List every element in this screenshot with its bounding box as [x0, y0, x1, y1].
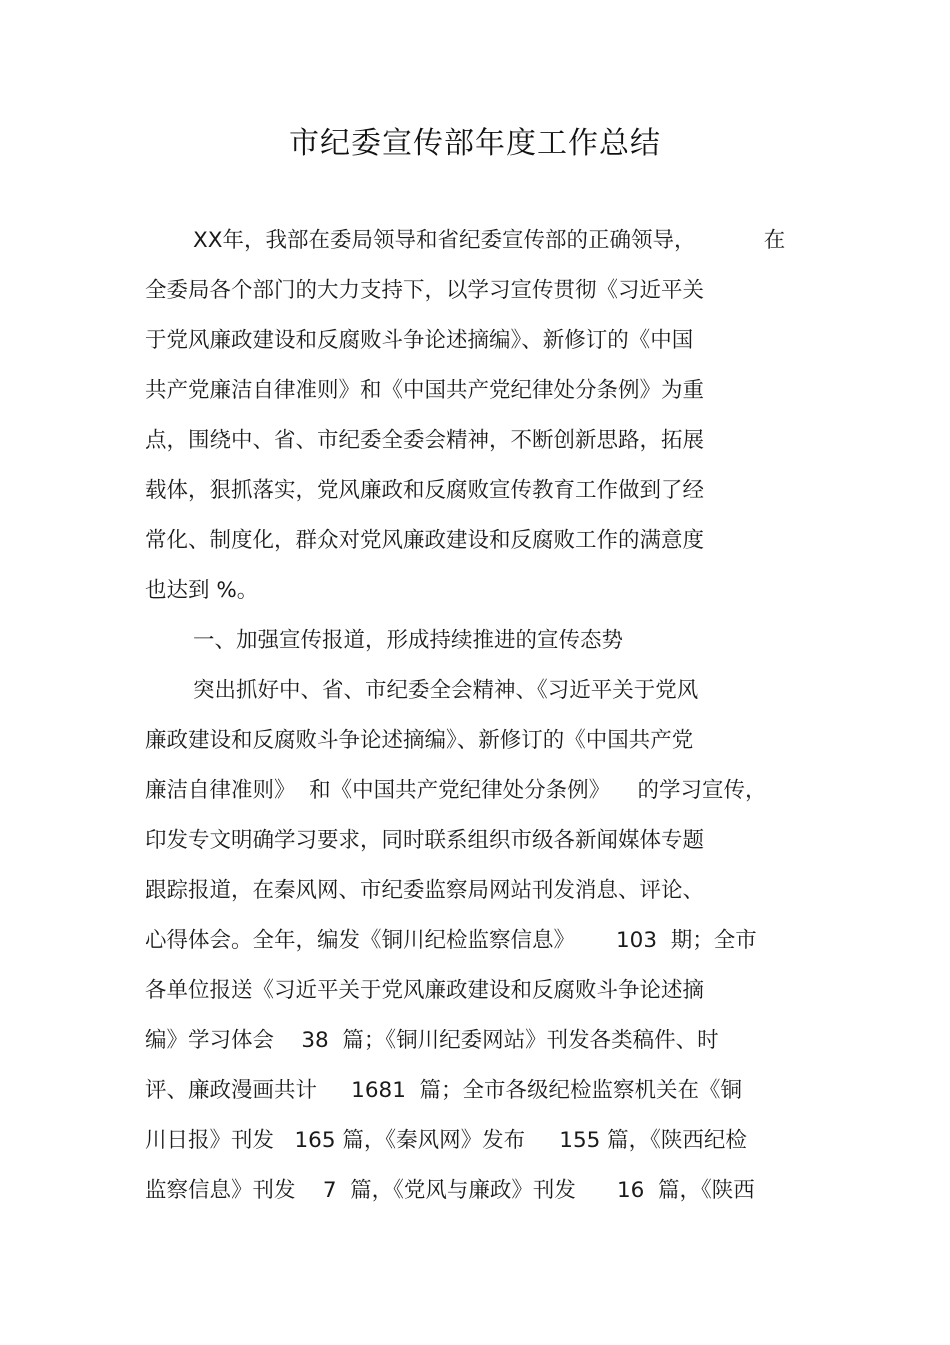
paragraph-line: 印发专文明确学习要求，同时联系组织市级各新闻媒体专题 [145, 828, 705, 853]
paragraph-line: 廉洁自律准则》 和《中国共产党纪律处分条例》 的学习宣传， [145, 778, 767, 803]
paragraph-line: 川日报》刊发 165 篇，《秦风网》发布 155 篇，《陕西纪检 [145, 1128, 747, 1153]
paragraph-line: 常化、制度化，群众对党风廉政建设和反腐败工作的满意度 [145, 528, 705, 553]
paragraph-line: 评、廉政漫画共计 1681 篇；全市各级纪检监察机关在《铜 [145, 1078, 743, 1103]
paragraph-line: 于党风廉政建设和反腐败斗争论述摘编》、新修订的《中国 [145, 328, 694, 353]
paragraph-line: 跟踪报道，在秦风网、市纪委监察局网站刊发消息、评论、 [145, 878, 705, 903]
paragraph-line: 廉政建设和反腐败斗争论述摘编》、新修订的《中国共产党 [145, 728, 694, 753]
paragraph-line: 也达到 %。 [145, 578, 259, 603]
paragraph-line: 全委局各个部门的大力支持下，以学习宣传贯彻《习近平关 [145, 278, 705, 303]
document-title: 市纪委宣传部年度工作总结 [289, 126, 661, 161]
paragraph-line: 载体，狠抓落实，党风廉政和反腐败宣传教育工作做到了经 [145, 478, 705, 503]
paragraph-line: XX年，我部在委局领导和省纪委宣传部的正确领导， 在 [193, 228, 786, 253]
paragraph-line: 编》学习体会 38 篇；《铜川纪委网站》刊发各类稿件、时 [145, 1028, 719, 1053]
paragraph-line: 共产党廉洁自律准则》和《中国共产党纪律处分条例》为重 [145, 378, 705, 403]
paragraph-line: 各单位报送《习近平关于党风廉政建设和反腐败斗争论述摘 [145, 978, 705, 1003]
paragraph-line: 点，围绕中、省、市纪委全委会精神，不断创新思路，拓展 [145, 428, 705, 453]
paragraph-line: 突出抓好中、省、市纪委全会精神、《习近平关于党风 [193, 678, 699, 703]
section-heading: 一、加强宣传报道，形成持续推进的宣传态势 [193, 628, 624, 653]
paragraph-line: 心得体会。全年，编发《铜川纪检监察信息》 103 期；全市 [145, 928, 757, 953]
paragraph-line: 监察信息》刊发 7 篇，《党风与廉政》刊发 16 篇，《陕西 [145, 1178, 755, 1203]
